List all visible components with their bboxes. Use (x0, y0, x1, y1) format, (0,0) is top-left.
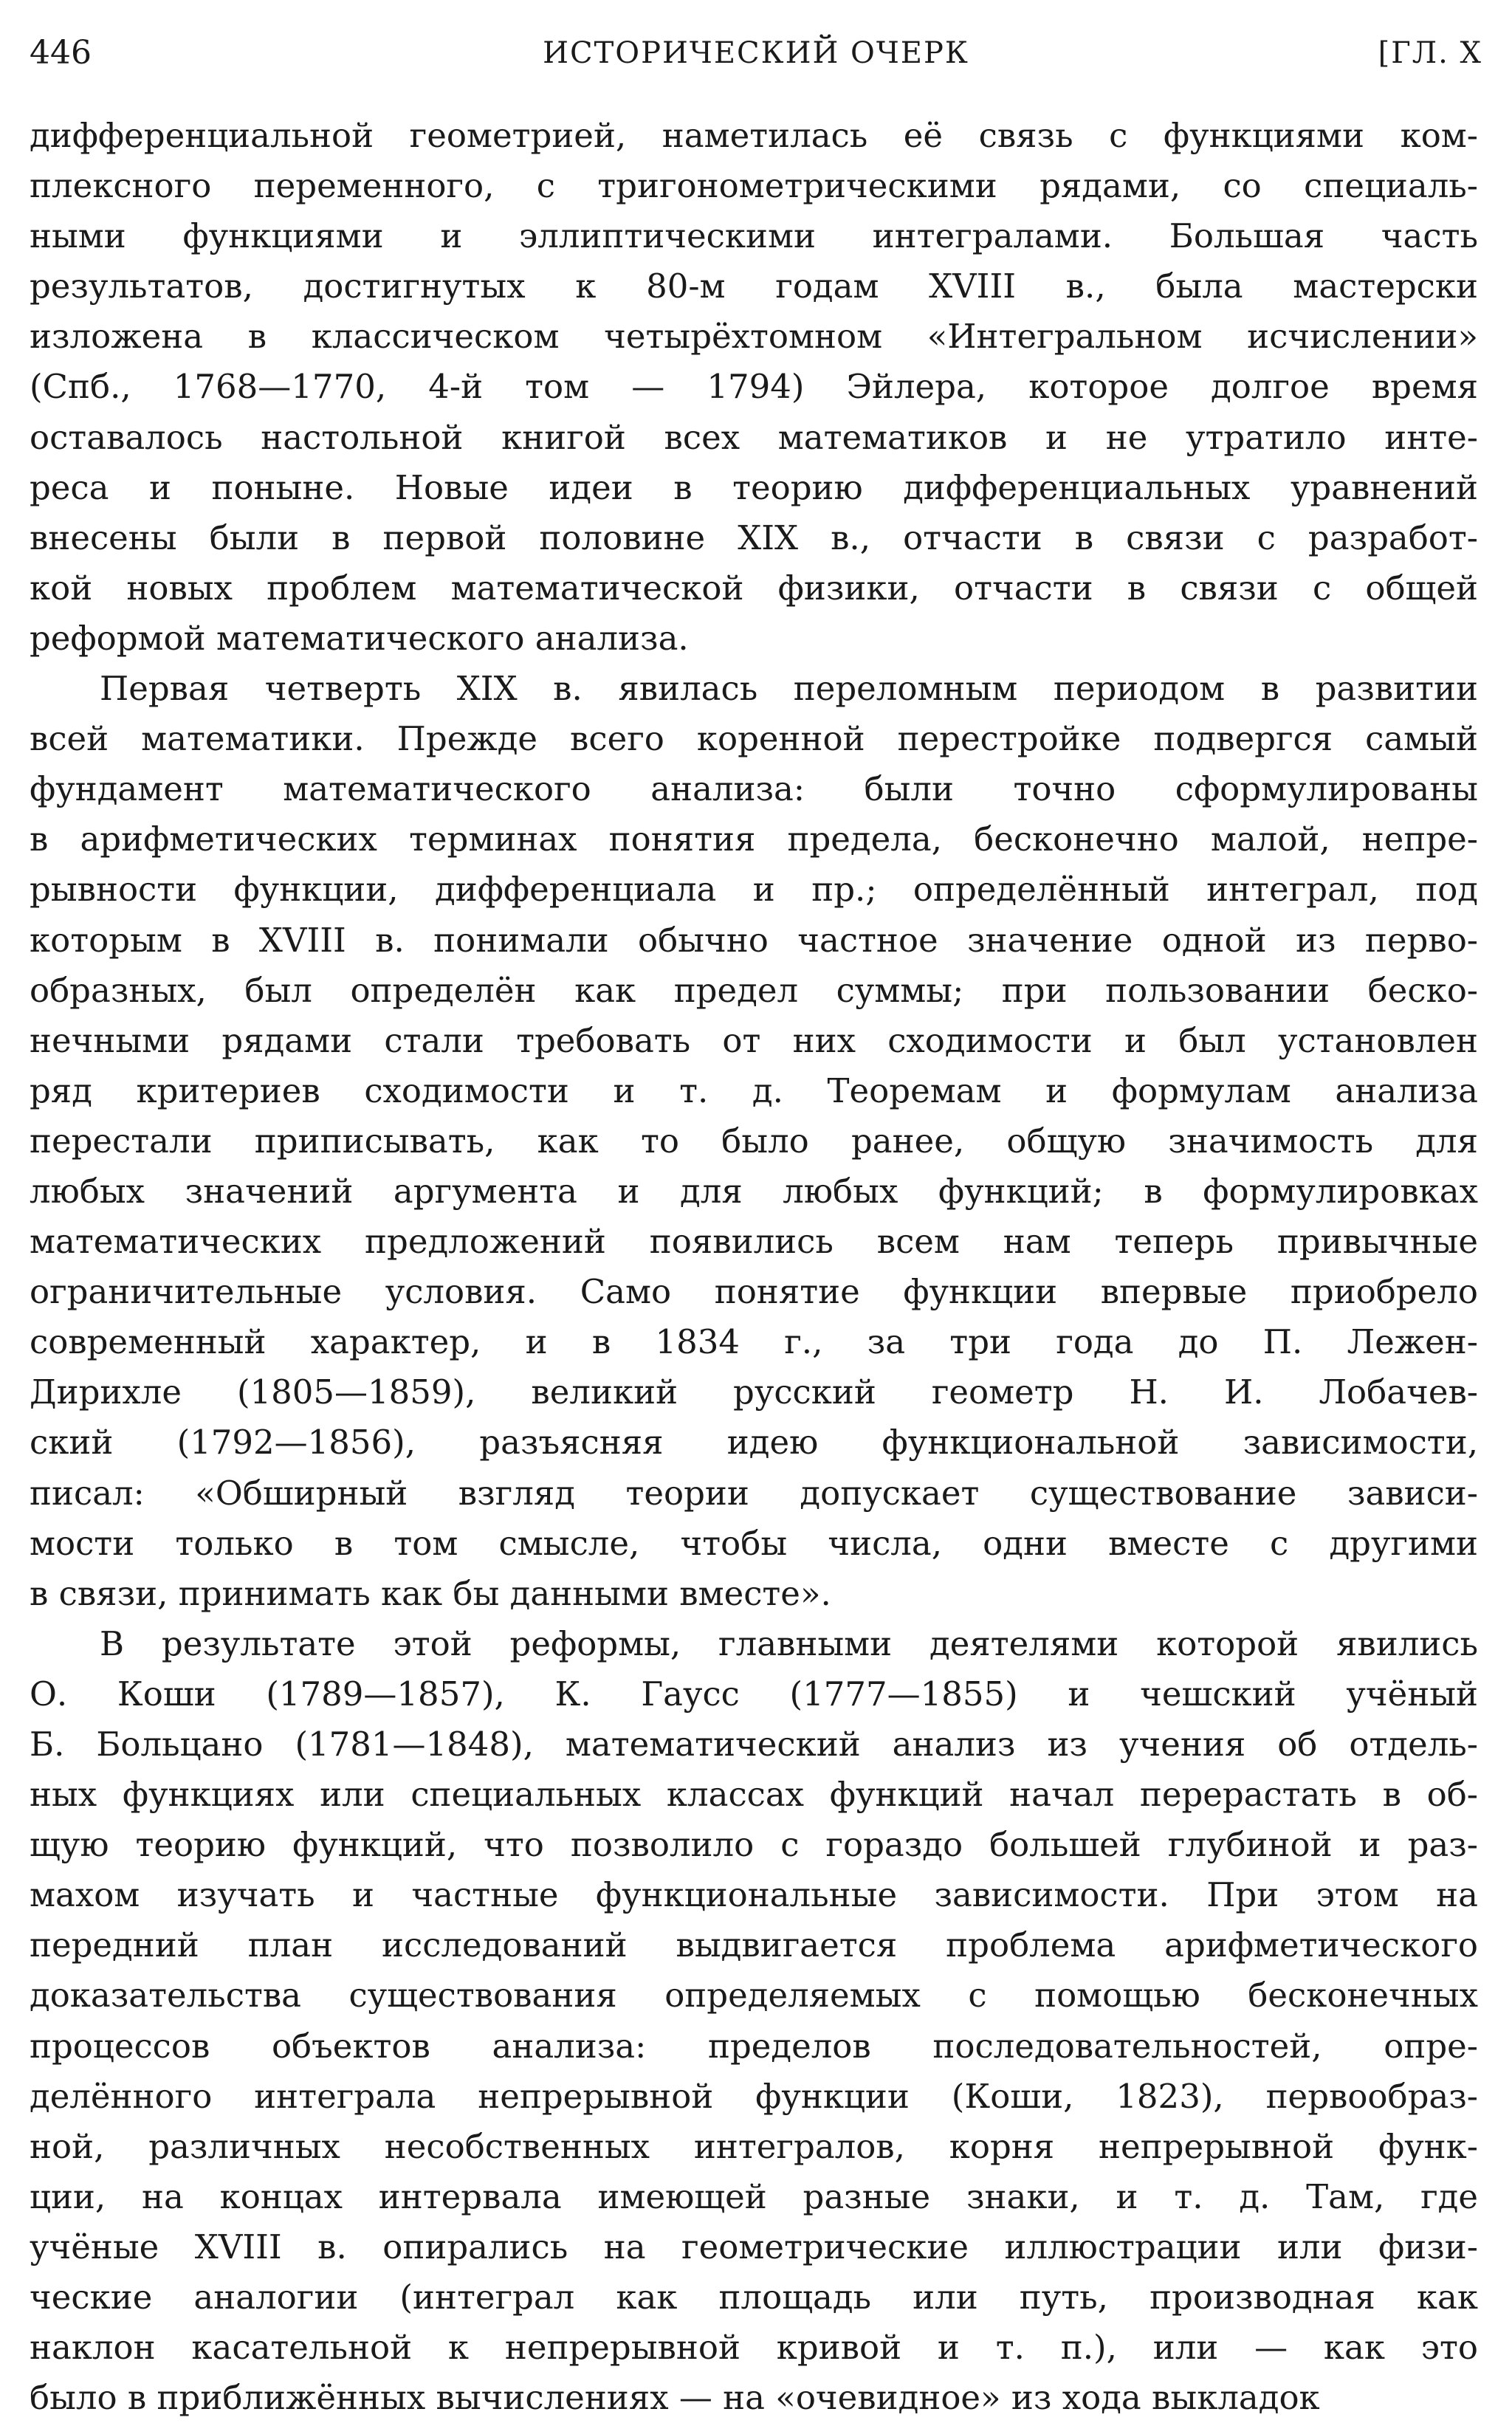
text-line: рывности функции, дифференциала и пр.; определённый интеграл, под (30, 870, 1478, 910)
text-line: современный характер, и в 1834 г., за три года до П. Лежен- (30, 1322, 1478, 1362)
text-line: внесены были в первой половине XIX в., отчасти в связи с разработ- (30, 518, 1478, 557)
text-line: всей математики. Прежде всего коренной перестройке подвергся самый (30, 719, 1478, 759)
text-line: щую теорию функций, что позволило с гораздо большей глубиной и раз- (30, 1825, 1478, 1865)
text-line: нечными рядами стали требовать от них сходимости и был установлен (30, 1020, 1478, 1060)
text-line: образных, был определён как предел суммы; при пользовании беско- (30, 970, 1478, 1010)
text-line: Первая четверть XIX в. явилась переломным периодом в развитии (100, 669, 1478, 709)
page-number: 446 (30, 34, 92, 72)
text-line: кой новых проблем математической физики, отчасти в связи с общей (30, 568, 1478, 608)
text-line: делённого интеграла непрерывной функции (Коши, 1823), первообраз- (30, 2076, 1478, 2116)
text-line: ными функциями и эллиптическими интегралами. Большая часть (30, 216, 1478, 256)
text-line: в связи, принимать как бы данными вместе». (30, 1573, 831, 1613)
text-line: изложена в классическом четырёхтомном «Интегральном исчислении» (30, 317, 1478, 357)
paragraph (30, 1619, 1478, 2423)
text-line: ряд критериев сходимости и т. д. Теоремам и формулам анализа (30, 1070, 1478, 1110)
running-head (30, 31, 1482, 75)
text-line: махом изучать и частные функциональные зависимости. При этом на (30, 1875, 1478, 1915)
text-line: оставалось настольной книгой всех математиков и не утратило инте- (30, 417, 1478, 457)
paragraph (30, 664, 1478, 1619)
text-line: В результате этой реформы, главными деятелями которой явились (100, 1623, 1478, 1663)
text-line: писал: «Обширный взгляд теории допускает существование зависи- (30, 1473, 1478, 1513)
chapter-reference: [ГЛ. X (1378, 36, 1482, 70)
text-line: ных функциях или специальных классах функций начал перерастать в об- (30, 1775, 1478, 1815)
text-line: Дирихле (1805—1859), великий русский геометр Н. И. Лобачев- (30, 1372, 1478, 1412)
text-line: которым в XVIII в. понимали обычно частное значение одной из перво- (30, 920, 1478, 960)
text-line: ческие аналогии (интеграл как площадь или путь, производная как (30, 2278, 1478, 2317)
text-line: ции, на концах интервала имеющей разные знаки, и т. д. Там, где (30, 2176, 1478, 2216)
text-line: в арифметических терминах понятия предела, бесконечно малой, непре- (30, 819, 1478, 859)
text-line: Б. Больцано (1781—1848), математический анализ из учения об отдель- (30, 1725, 1478, 1764)
text-line: результатов, достигнутых к 80-м годам XVIII в., была мастерски (30, 267, 1478, 306)
text-line: ной, различных несобственных интегралов, корня непрерывной функ- (30, 2126, 1478, 2166)
text-line: перестали приписывать, как то было ранее, общую значимость для (30, 1121, 1478, 1161)
running-title: ИСТОРИЧЕСКИЙ ОЧЕРК (543, 36, 969, 70)
text-line: процессов объектов анализа: пределов последовательностей, опре- (30, 2026, 1478, 2066)
text-line: любых значений аргумента и для любых функций; в формулировках (30, 1171, 1478, 1211)
text-line: было в приближённых вычислениях — на «очевидное» из хода выкладок (30, 2378, 1320, 2418)
text-line: доказательства существования определяемых с помощью бесконечных (30, 1976, 1478, 2015)
body-text (30, 111, 1478, 2423)
text-line: ограничительные условия. Само понятие функции впервые приобрело (30, 1272, 1478, 1312)
text-line: учёные XVIII в. опирались на геометрические иллюстрации или физи- (30, 2227, 1478, 2266)
text-line: реса и поныне. Новые идеи в теорию дифференциальных уравнений (30, 467, 1478, 507)
paragraph (30, 111, 1478, 664)
text-line: (Спб., 1768—1770, 4-й том — 1794) Эйлера, которое долгое время (30, 367, 1478, 407)
text-line: наклон касательной к непрерывной кривой и т. п.), или — как это (30, 2328, 1478, 2368)
text-line: дифференциальной геометрией, наметилась её связь с функциями ком- (30, 116, 1478, 155)
text-line: плексного переменного, с тригонометрическими рядами, со специаль- (30, 166, 1478, 206)
text-line: мости только в том смысле, чтобы числа, одни вместе с другими (30, 1523, 1478, 1563)
text-line: ский (1792—1856), разъясняя идею функциональной зависимости, (30, 1423, 1478, 1463)
text-line: математических предложений появились всем нам теперь привычные (30, 1222, 1478, 1262)
text-line: О. Коши (1789—1857), К. Гаусс (1777—1855) и чешский учёный (30, 1674, 1478, 1714)
text-line: фундамент математического анализа: были точно сформулированы (30, 769, 1478, 809)
text-line: реформой математического анализа. (30, 618, 689, 658)
text-line: передний план исследований выдвигается проблема арифметического (30, 1925, 1478, 1965)
